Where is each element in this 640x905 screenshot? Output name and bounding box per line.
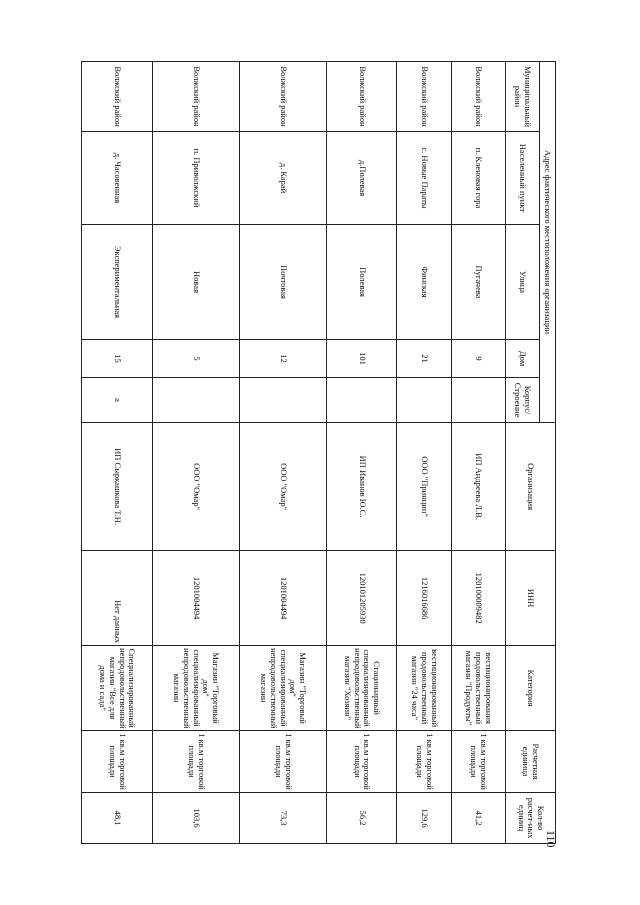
cell-house: 9: [451, 340, 505, 378]
cell-building: а: [82, 378, 153, 423]
table-row: [239, 62, 326, 844]
organizations-table: [81, 61, 556, 844]
cell-category: Стационарный специализированный непродовольственный магазин "Хозяин": [326, 646, 397, 731]
cell-category: Магазин "Торговый дом" специализированный непродовольственный магазин: [239, 646, 326, 731]
cell-building: [152, 378, 239, 423]
cell-district: Волжский район: [82, 62, 153, 132]
cell-settlement: д.Полевая: [326, 132, 397, 225]
cell-unit: 1 кв.м торговой площади: [451, 731, 505, 793]
cell-organization: ИП Андреева Л.В.: [451, 423, 505, 551]
cell-category: Специализированный непродовольственный магазин "Все для дома и сада": [82, 646, 153, 731]
cell-category: Магазин "Торговый дом" специализированный непродовольственный магазин: [152, 646, 239, 731]
cell-district: Волжский район: [326, 62, 397, 132]
cell-house: 21: [397, 340, 451, 378]
cell-inn: Нет данных: [82, 551, 153, 646]
page-number: 110: [544, 830, 558, 848]
cell-unit: 1 кв.м торговой площади: [326, 731, 397, 793]
table-row: [152, 62, 239, 844]
cell-inn: 1201004494: [152, 551, 239, 646]
cell-unit: 1 кв.м торговой площади: [82, 731, 153, 793]
cell-settlement: д. Часовенная: [82, 132, 153, 225]
cell-count: 41,2: [451, 793, 505, 844]
header-district: Муниципальный район: [506, 62, 540, 132]
cell-unit: 1 кв.м торговой площади: [397, 731, 451, 793]
cell-street: Финская: [397, 225, 451, 340]
cell-inn: 1216016686: [397, 551, 451, 646]
table-row: [397, 62, 451, 844]
header-house: Дом: [506, 340, 540, 378]
table-row: [326, 62, 397, 844]
cell-unit: 1 кв.м торговой площади: [239, 731, 326, 793]
cell-settlement: п. Кленовая гора: [451, 132, 505, 225]
rotated-table-container: [81, 61, 556, 843]
cell-building: [239, 378, 326, 423]
cell-house: 5: [152, 340, 239, 378]
cell-inn: 120100009482: [451, 551, 505, 646]
cell-category: вестиционированный продовольственный магазин "24 часа": [397, 646, 451, 731]
cell-organization: ООО "Омар": [239, 423, 326, 551]
cell-district: Волжский район: [451, 62, 505, 132]
cell-count: 48,1: [82, 793, 153, 844]
cell-inn: 120101205930: [326, 551, 397, 646]
header-organization: Организация: [506, 423, 556, 551]
header-address-group: Адрес фактического местоположения организации: [540, 62, 556, 423]
header-settlement: Населенный пункт: [506, 132, 540, 225]
cell-category: вестиционирования продовольственный магазин "Продукты": [451, 646, 505, 731]
cell-house: 101: [326, 340, 397, 378]
cell-organization: ООО "Омар": [152, 423, 239, 551]
cell-house: 12: [239, 340, 326, 378]
cell-count: 129,6: [397, 793, 451, 844]
cell-district: Волжский район: [397, 62, 451, 132]
cell-street: Новая: [152, 225, 239, 340]
cell-district: Волжский район: [152, 62, 239, 132]
header-count: Кол-во расчет-ных единиц: [506, 793, 556, 844]
cell-settlement: с. Новые Параты: [397, 132, 451, 225]
cell-street: Почтовая: [239, 225, 326, 340]
cell-street: Полевая: [326, 225, 397, 340]
cell-street: Пугачева: [451, 225, 505, 340]
cell-building: [326, 378, 397, 423]
cell-organization: ООО "Принцип": [397, 423, 451, 551]
table-row: [82, 62, 153, 844]
cell-settlement: п. Приволжский: [152, 132, 239, 225]
header-building: Корпус/ Строение: [506, 378, 540, 423]
header-unit: Расчетная единица: [506, 731, 556, 793]
header-category: Категория: [506, 646, 556, 731]
cell-district: Волжский район: [239, 62, 326, 132]
cell-unit: 1 кв.м торговой площади: [152, 731, 239, 793]
header-street: Улица: [506, 225, 540, 340]
cell-building: [451, 378, 505, 423]
cell-inn: 1201004494: [239, 551, 326, 646]
cell-organization: ИП Иванов Ю.С.: [326, 423, 397, 551]
cell-building: [397, 378, 451, 423]
cell-street: Экспериментальная: [82, 225, 153, 340]
header-inn: ИНН: [506, 551, 556, 646]
cell-count: 73,3: [239, 793, 326, 844]
cell-organization: ИП Сыркашкова Т.Н.: [82, 423, 153, 551]
table-row: [451, 62, 505, 844]
cell-count: 56,2: [326, 793, 397, 844]
cell-count: 103,6: [152, 793, 239, 844]
cell-house: 15: [82, 340, 153, 378]
cell-settlement: д. Карай: [239, 132, 326, 225]
